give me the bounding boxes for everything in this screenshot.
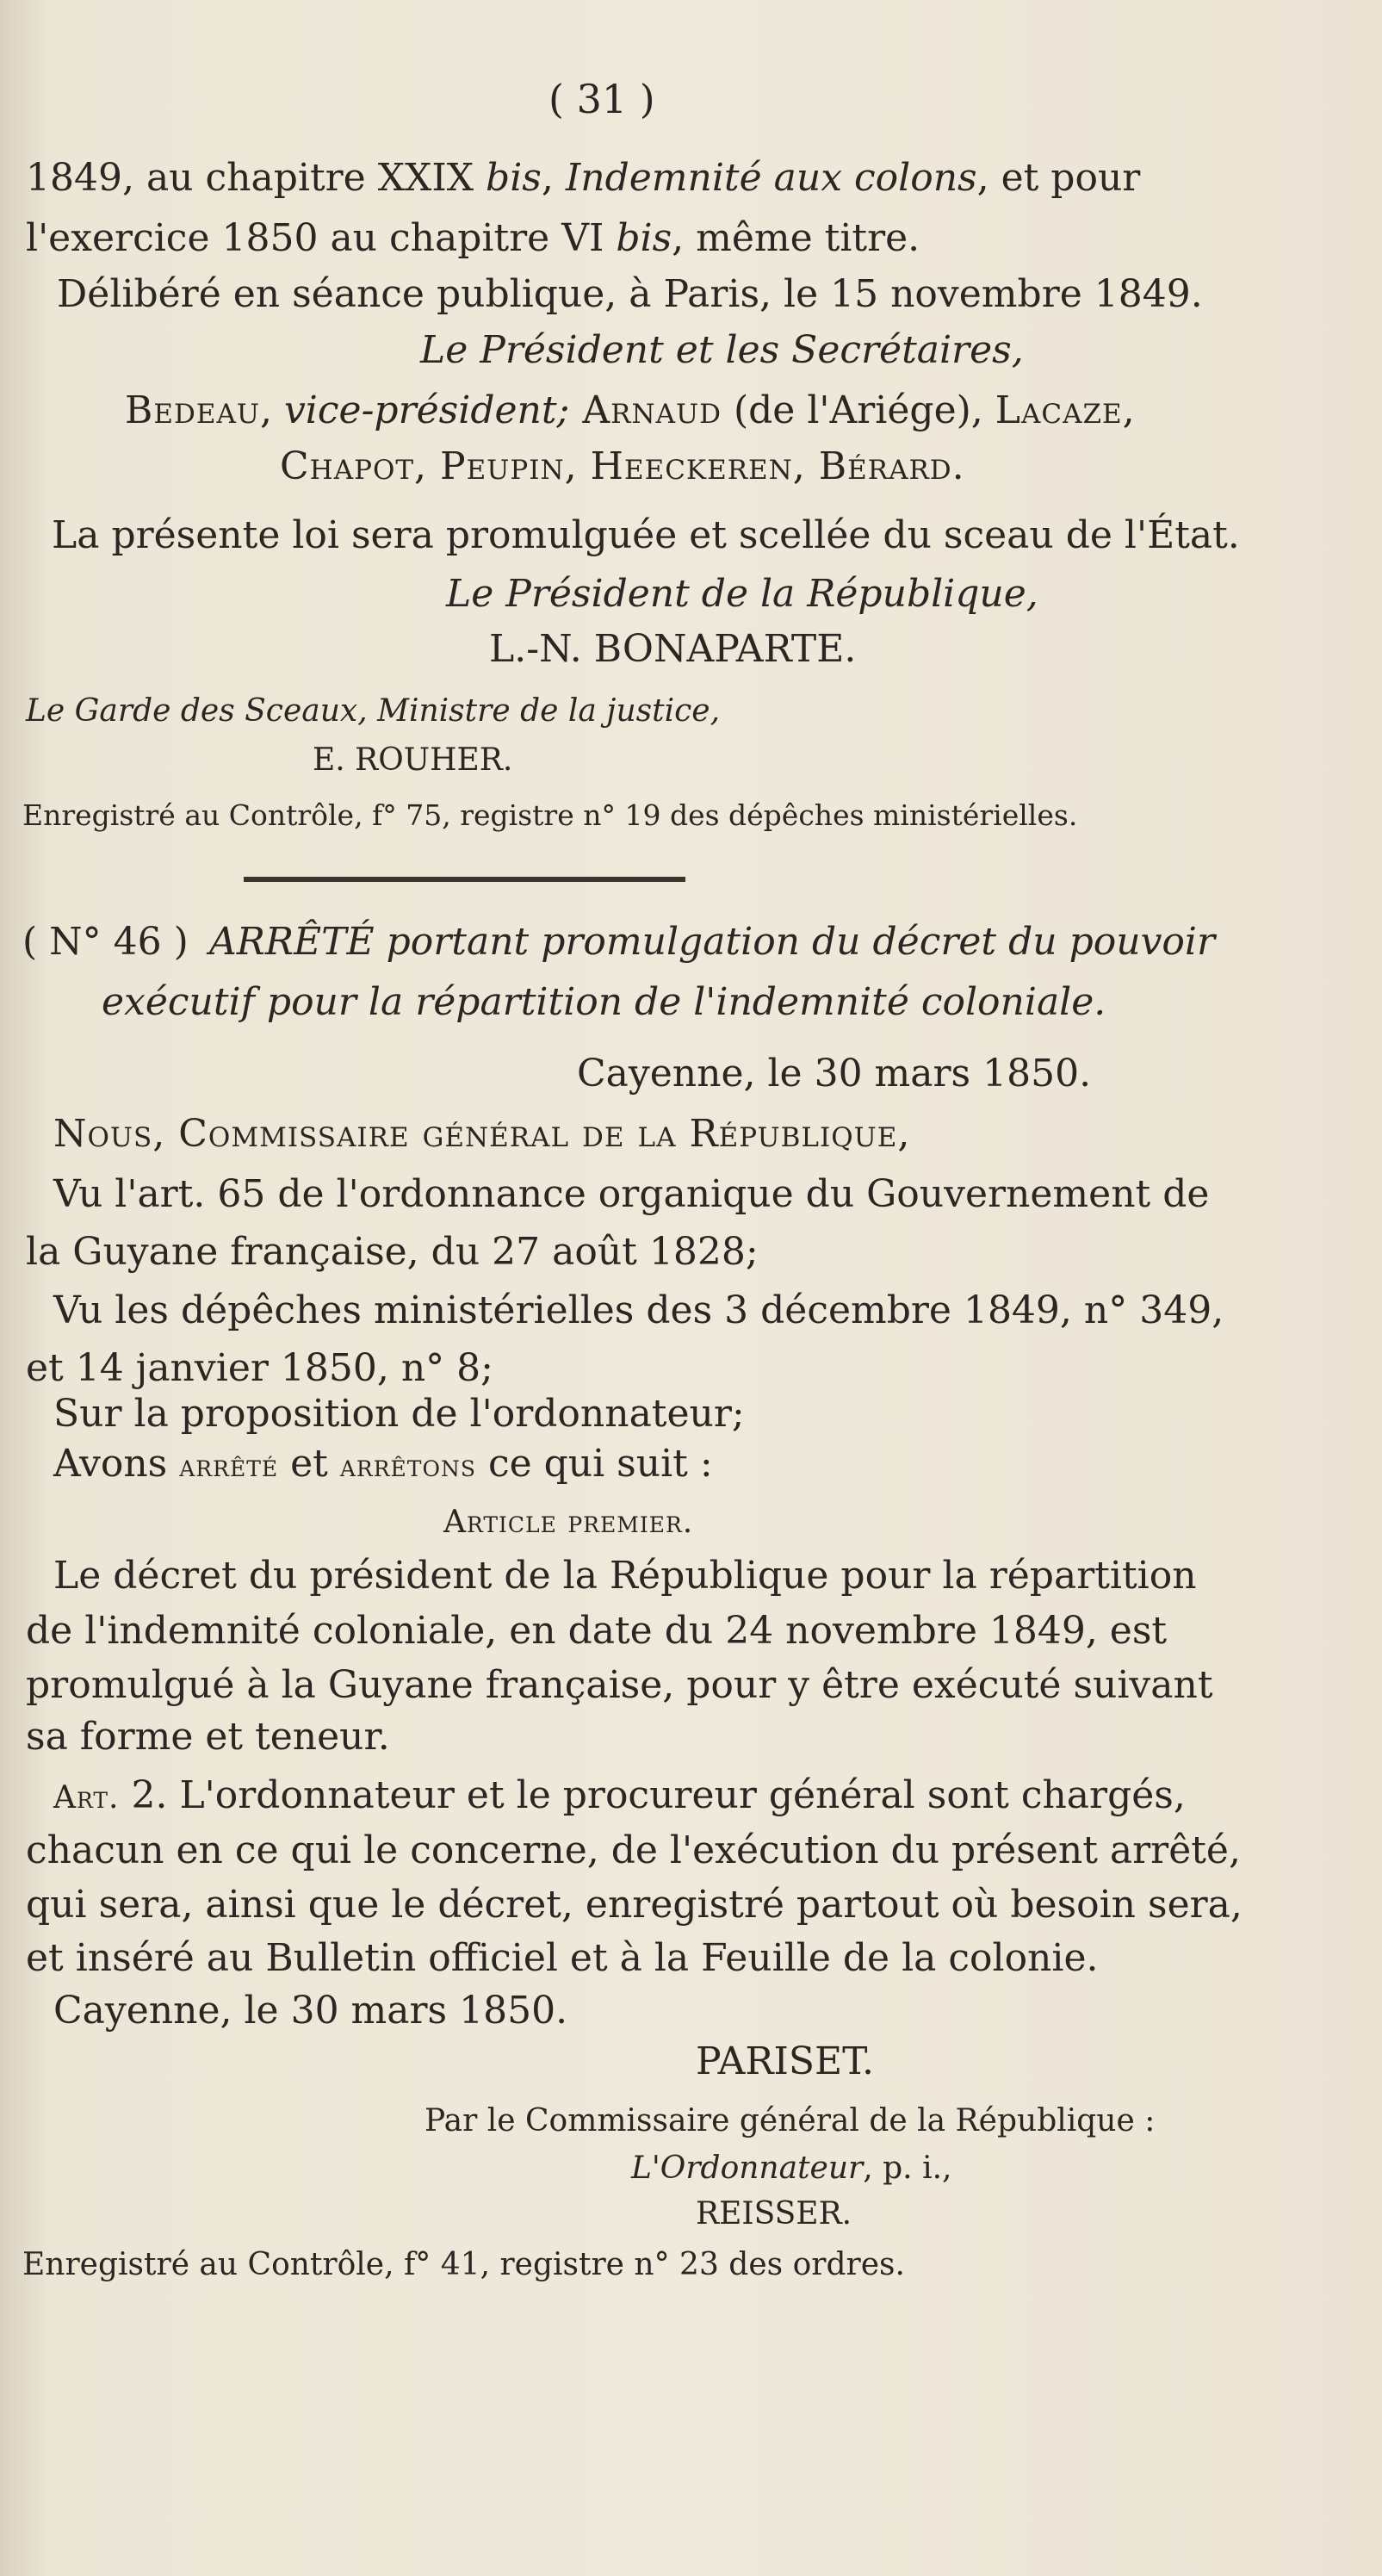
text-line: de l'indemnité coloniale, en date du 24 novembre 1849, est (26, 1609, 1168, 1653)
signature-heading: Le Garde des Sceaux, Ministre de la justice, (26, 693, 721, 729)
signatories: Chapot, Peupin, Heeckeren, Bérard. (280, 444, 965, 488)
text-line: Vu les dépêches ministérielles des 3 décembre 1849, n° 349, (53, 1288, 1224, 1332)
text-line: Le décret du président de la République pour la répartition (53, 1554, 1197, 1598)
page-number: ( 31 ) (548, 76, 655, 122)
text-line: Sur la proposition de l'ordonnateur; (53, 1392, 745, 1436)
text-line: Cayenne, le 30 mars 1850. (577, 1052, 1092, 1096)
text-line: Art. 2. L'ordonnateur et le procureur général sont chargés, (53, 1773, 1186, 1817)
separator-rule (244, 877, 685, 882)
text-line: qui sera, ainsi que le décret, enregistré partout où besoin sera, (26, 1883, 1243, 1927)
signature-heading: Le Président et les Secrétaires, (420, 328, 1024, 372)
text-line: et inséré au Bulletin officiel et à la Feuille de la colonie. (26, 1936, 1099, 1980)
text-line: la Guyane française, du 27 août 1828; (26, 1230, 759, 1274)
text-line: Vu l'art. 65 de l'ordonnance organique du Gouvernement de (53, 1172, 1210, 1216)
signature: E. ROUHER. (313, 742, 513, 778)
text-line: L'Ordonnateur, p. i., (631, 2151, 952, 2186)
text-line: La présente loi sera promulguée et scellée du sceau de l'État. (52, 513, 1240, 557)
text-line: sa forme et teneur. (26, 1715, 390, 1759)
text-line: Par le Commissaire général de la République : (425, 2103, 1156, 2138)
article-heading: Article premier. (443, 1505, 694, 1540)
text-line: et 14 janvier 1850, n° 8; (26, 1346, 493, 1390)
text-line: Avons arrêté et arrêtons ce qui suit : (53, 1442, 713, 1486)
text-line: Bedeau, vice-président; Arnaud (de l'Ariége), Lacaze, (125, 388, 1136, 432)
registration-note: Enregistré au Contrôle, f° 41, registre n° 23 des ordres. (22, 2247, 905, 2282)
signature: PARISET. (696, 2039, 874, 2083)
signature-heading: Le Président de la République, (446, 572, 1038, 616)
text-line: 1849, au chapitre XXIX bis, Indemnité aux colons, et pour (26, 156, 1141, 200)
signature: L.-N. BONAPARTE. (489, 627, 857, 671)
signature: REISSER. (696, 2196, 852, 2231)
text-line: chacun en ce qui le concerne, de l'exécution du présent arrêté, (26, 1828, 1241, 1872)
arrete-title: exécutif pour la répartition de l'indemnité coloniale. (102, 980, 1106, 1024)
registration-note: Enregistré au Contrôle, f° 75, registre n° 19 des dépêches ministérielles. (22, 798, 1078, 832)
text-line: Cayenne, le 30 mars 1850. (53, 1989, 568, 2033)
text-line: Délibéré en séance publique, à Paris, le 15 novembre 1849. (57, 272, 1203, 316)
arrete-title: ARRÊTÉ portant promulgation du décret du pouvoir (209, 920, 1216, 964)
text-line: l'exercice 1850 au chapitre VI bis, même titre. (26, 216, 920, 260)
arrete-number: ( N° 46 ) (22, 920, 189, 964)
text-line: promulgué à la Guyane française, pour y être exécuté suivant (26, 1663, 1213, 1707)
text-line: Nous, Commissaire général de la République, (53, 1112, 911, 1156)
